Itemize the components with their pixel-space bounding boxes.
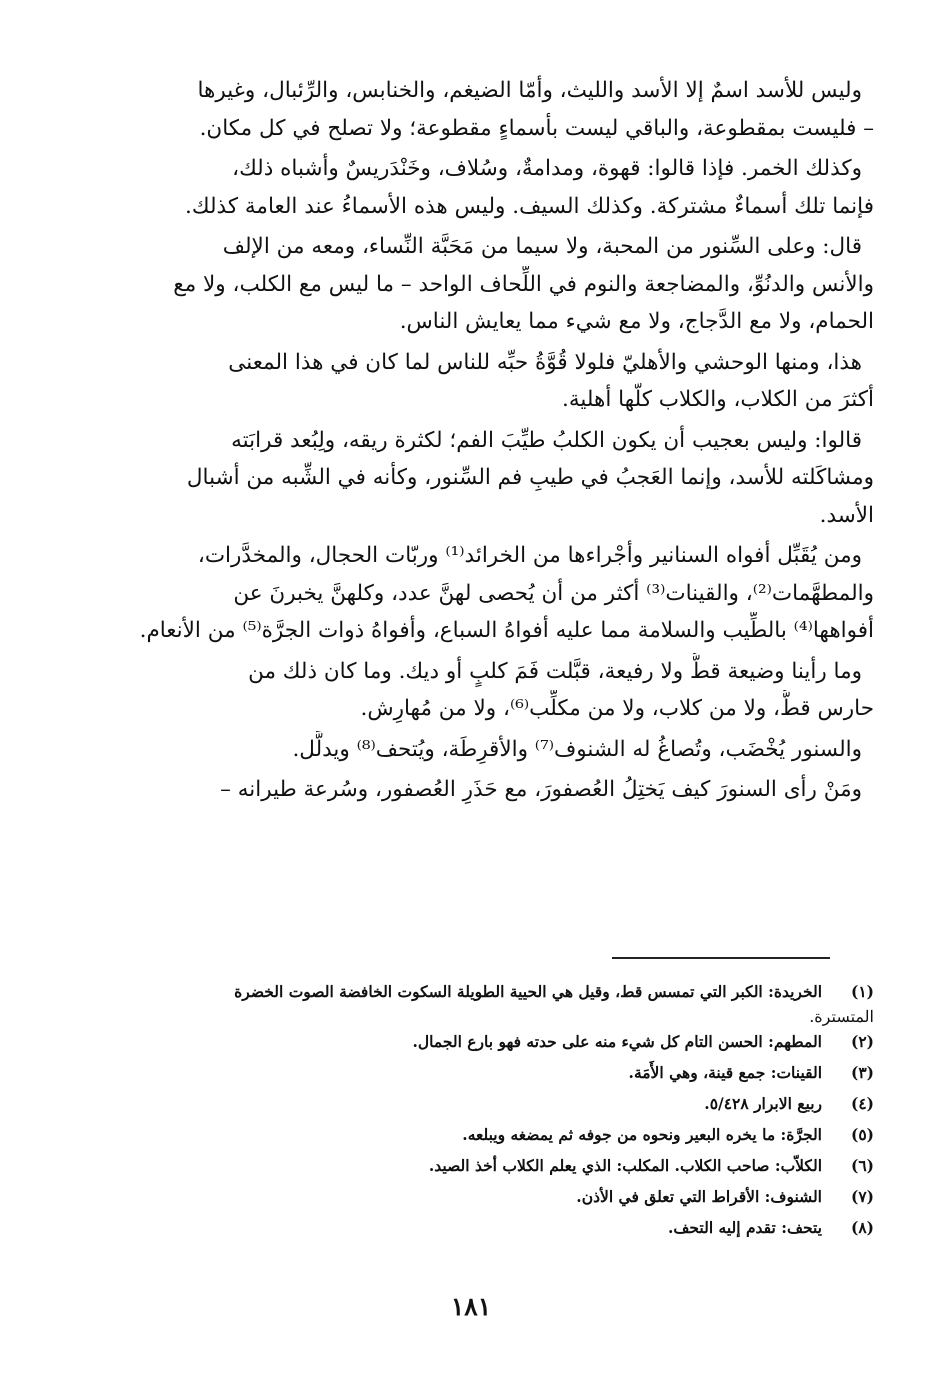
text-line: هذا، ومنها الوحشي والأهليّ فلولا قُوَّةُ حبِّه للناس لما كان في هذا المعنى bbox=[228, 349, 862, 375]
footnote bbox=[70, 1119, 874, 1150]
footnote-number: (١) bbox=[850, 982, 874, 1001]
footnotes bbox=[70, 976, 874, 1243]
text-line: الأسد. bbox=[819, 502, 874, 528]
paragraph bbox=[66, 731, 874, 769]
footnote-text: القينات: جمع قينة، وهي الأَمَة. bbox=[628, 1063, 822, 1082]
text-line: – فليست بمقطوعة، والباقي ليست بأسماءٍ مقطوعة؛ ولا تصلح في كل مكان. bbox=[199, 115, 874, 141]
footnote bbox=[70, 1088, 874, 1119]
text-line: الحمام، ولا مع الدَّجاج، ولا مع شيء مما يعايش الناس. bbox=[399, 309, 874, 334]
text-line: والسنور يُخْضَب، وتُصاغُ له الشنوف⁽⁷⁾ والأقرِطَة، ويُتحف⁽⁸⁾ ويدلَّل. bbox=[292, 736, 862, 762]
footnote bbox=[70, 1212, 874, 1243]
footnote-number: (٣) bbox=[850, 1063, 874, 1082]
text-line: فإنما تلك أسماءٌ مشتركة. وكذلك السيف. وليس هذه الأسماءُ عند العامة كذلك. bbox=[185, 193, 874, 219]
text-line: والمطهَّمات⁽²⁾، والقينات⁽³⁾ أكثر من أن يُحصى لهنَّ عدد، وكلهنَّ يخبرنَ عن bbox=[233, 580, 874, 606]
page-number: ١٨١ bbox=[450, 1292, 492, 1321]
footnote-text: الكلاّب: صاحب الكلاب. المكلب: الذي يعلم الكلاب أخذ الصيد. bbox=[428, 1156, 822, 1175]
footnote-text: الخريدة: الكبر التي تمسس قط، وقيل هي الحيية الطويلة السكوت الخافضة الصوت الخضرة bbox=[234, 982, 822, 1001]
footnote-number: (٥) bbox=[850, 1125, 874, 1144]
paragraph bbox=[66, 150, 874, 225]
text-line: قالوا: وليس بعجيب أن يكون الكلبُ طيِّبَ الفم؛ لكثرة ريقه، ولِبُعد قرابَته bbox=[231, 427, 862, 453]
footnote bbox=[70, 1026, 874, 1057]
text-line: ومشاكَلته للأسد، وإنما العَجبُ في طيبِ فم السِّنور، وكأنه في الشِّبه من أشبال bbox=[186, 465, 874, 490]
text-line: أكثرَ من الكلاب، والكلاب كلّها أهلية. bbox=[562, 387, 874, 412]
footnote-number: (٨) bbox=[850, 1218, 874, 1237]
footnote-number: (٧) bbox=[850, 1187, 874, 1206]
text-line: ومن يُقَبِّل أفواه السنانير وأجْراءها من الخرائد⁽¹⁾ وربّات الحجال، والمخدَّرات، bbox=[197, 543, 862, 568]
footnote-number: (٢) bbox=[850, 1032, 874, 1051]
paragraph bbox=[66, 771, 874, 809]
footnote-text: المطهم: الحسن التام كل شيء منه على حدته فهو بارع الجمال. bbox=[412, 1032, 822, 1051]
footnote-text: يتحف: تقدم إليه التحف. bbox=[667, 1218, 822, 1237]
footnote-text: الشنوف: الأقراط التي تعلق في الأذن. bbox=[576, 1187, 822, 1206]
footnote bbox=[70, 1150, 874, 1181]
paragraph bbox=[66, 422, 874, 535]
footnote-number: (٦) bbox=[850, 1156, 874, 1175]
footnote bbox=[70, 976, 874, 1007]
main-text bbox=[66, 72, 874, 812]
paragraph bbox=[66, 537, 874, 650]
text-line: ومَنْ رأى السنورَ كيف يَختِلُ العُصفورَ، مع حَذَرِ العُصفور، وسُرعة طيرانه – bbox=[220, 777, 862, 802]
text-line: وليس للأسد اسمٌ إلا الأسد والليث، وأمّا الضيغم، والخنابس، والرِّئبال، وغيرها bbox=[197, 78, 862, 103]
footnote bbox=[70, 1057, 874, 1088]
text-line: وكذلك الخمر. فإذا قالوا: قهوة، ومدامةٌ، وسُلاف، وخَنْدَريسٌ وأشباه ذلك، bbox=[232, 156, 862, 181]
paragraph bbox=[66, 344, 874, 419]
footnote-continuation: المتسترة. bbox=[809, 1007, 874, 1026]
paragraph bbox=[66, 653, 874, 728]
text-line: أفواهها⁽⁴⁾ بالطِّيب والسلامة مما عليه أفواهُ السباع، وأفواهُ ذوات الجرَّة⁽⁵⁾ من الأنعام. bbox=[139, 618, 874, 643]
footnote-text: الجرَّة: ما يخره البعير ونحوه من جوفه ثم يمضغه ويبلعه. bbox=[462, 1125, 822, 1144]
footnote bbox=[70, 1181, 874, 1212]
paragraph bbox=[66, 72, 874, 147]
text-line: حارس قطُّ، ولا من كلاب، ولا من مكلِّب⁽⁶⁾، ولا من مُهارِش. bbox=[360, 696, 874, 721]
footnote-text: ربيع الابرار ٥/٤٢٨. bbox=[704, 1094, 822, 1113]
paragraph bbox=[66, 228, 874, 341]
text-line: وما رأينا وضيعة قطُّ ولا رفيعة، قبَّلت فَمَ كلبٍ أو ديك. وما كان ذلك من bbox=[248, 658, 862, 684]
footnote-number: (٤) bbox=[850, 1094, 874, 1113]
footnote-divider bbox=[612, 957, 830, 959]
text-line: والأنس والدنُوِّ، والمضاجعة والنوم في اللِّحاف الواحد – ما ليس مع الكلب، ولا مع bbox=[173, 271, 874, 297]
text-line: قال: وعلى السِّنور من المحبة، ولا سيما من مَحَبَّة النِّساء، ومعه من الإلف bbox=[222, 234, 862, 259]
